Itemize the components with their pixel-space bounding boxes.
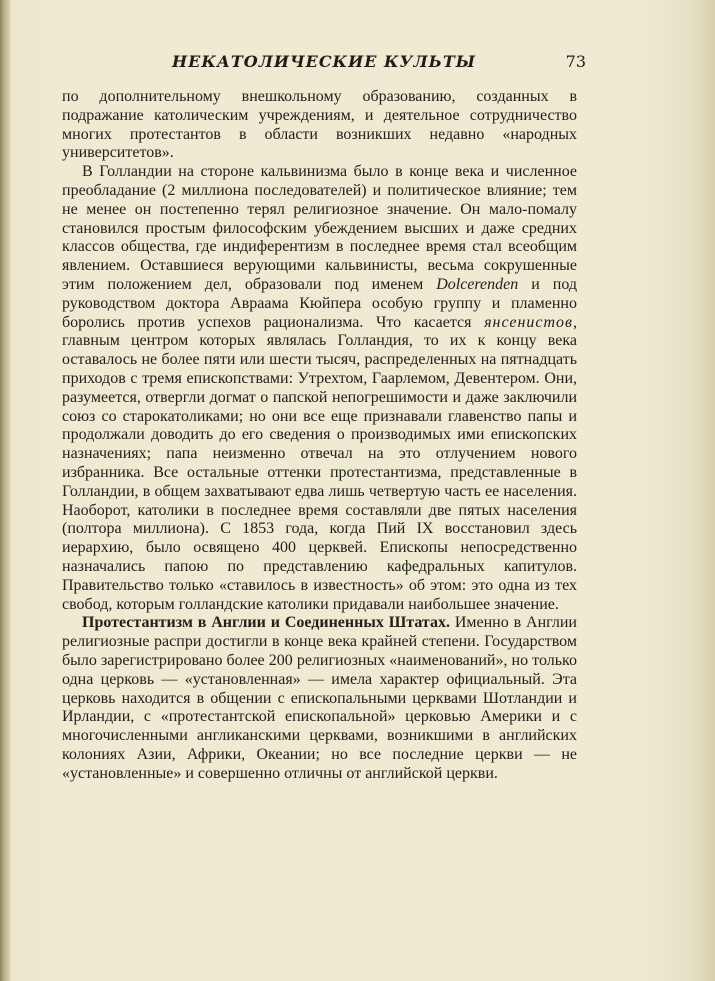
paragraph-holland <box>62 163 577 614</box>
term-dolcerenden: Dolcerenden <box>436 275 519 293</box>
paragraph-continuation: по дополнительному внешкольному образованию, созданных в подражание католическим учреждениям, и деятельное сотрудничество многих протестантов в области возникших недавно «народных университетов». <box>62 88 577 162</box>
term-jansenists: янсенистов <box>484 313 573 331</box>
running-title: НЕКАТОЛИЧЕСКИЕ КУЛЬТЫ <box>172 52 477 71</box>
holland-text-part-1: В Голландии на стороне кальвинизма было в конце века и численное преобладание (2 миллиона последователей) и политическое влияние; тем не менее он постепенно терял религиозное значение. Он мало-помалу становился простым философским убеждением высших и даже средних классов общества, где индиферентизм в последнее время стал всеобщим явлением. Оставшиеся верующими кальвинисты, весьма сокрушенные этим положением дел, образовали под именем <box>62 163 577 293</box>
page-spine-edge <box>0 0 10 981</box>
body-text <box>62 88 577 783</box>
england-usa-text: Именно в Англии религиозные распри достигли в конце века крайней степени. Государством было зарегистрировано более 200 религиозных «наименований», но только одна церковь — «установленная» — имела характер официальный. Эта церковь находится в общении с епископальными церквами Шотландии и Ирландии, с «протестантской епископальной» церковью Америки и с многочисленными англиканскими церквами, возникшими в английских колониях Азии, Африки, Океании; но все последние церкви — не «установленные» и совершенно отличны от английской церкви. <box>62 614 577 782</box>
holland-text-part-3: , главным центром которых являлась Голландия, то их к концу века оставалось не более пяти или шести тысяч, распределенных на пятнадцать приходов с тремя епископствами: Утрехтом, Гаарлемом, Девентером. Они, разумеется, отвергли догмат о папской непогрешимости и даже заключили союз со старокатоликами; но они все еще признавали главенство папы и продолжали доводить до его сведения о производимых ими епископских назначениях; папа неизменно отвечал на это отлучением нового избранника. Все остальные оттенки протестантизма, представленные в Голландии, в общем захватывают едва лишь четвертую часть ее населения. Наоборот, католики в последнее время составляли две пятых населения (полтора миллиона). С 1853 года, когда Пий IX восстановил здесь иерархию, было освящено 400 церквей. Епископы непосредственно назначались папою по представлению кафедральных капитулов. Правительство только «ставилось в известность» об этом: это одна из тех свобод, которым голландские католики придавали наибольшее значение. <box>62 313 577 613</box>
holland-text-part-2: и под руководством доктора Авраама Кюйпера особую группу и пламенно боролись против успехов рационализма. Что касается <box>62 275 577 331</box>
section-heading-england-usa: Протестантизм в Англии и Соединенных Штатах. <box>82 614 450 632</box>
page-number: 73 <box>565 52 586 71</box>
paragraph-england-usa <box>62 614 577 783</box>
running-header <box>62 52 586 80</box>
